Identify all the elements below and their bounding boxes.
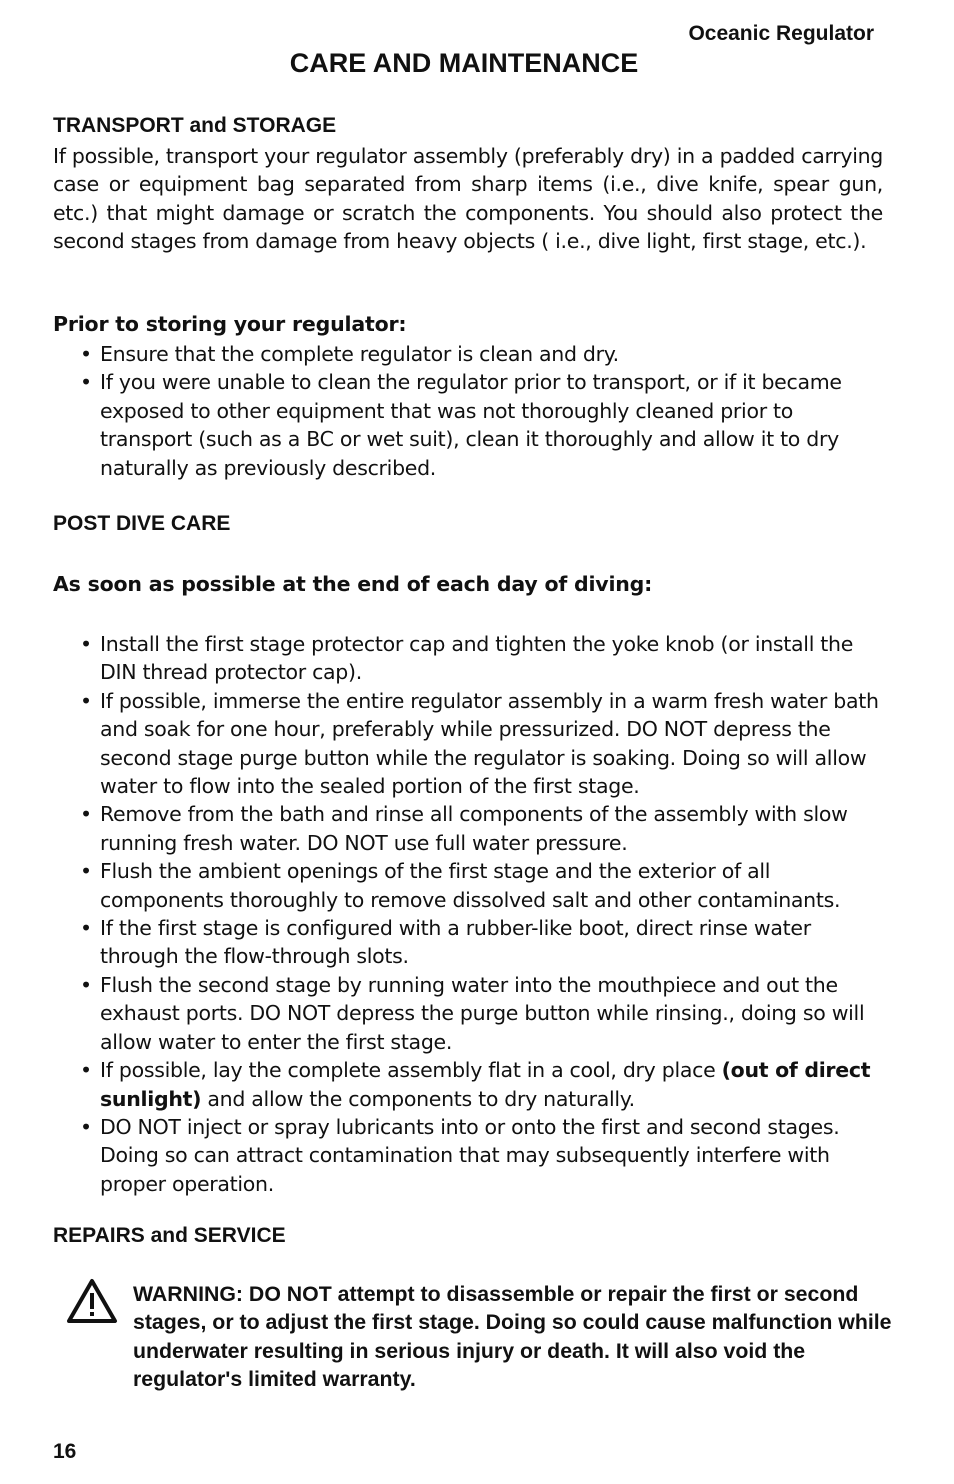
section-heading-post-dive: POST DIVE CARE [53, 512, 231, 535]
list-item: • Flush the second stage by running water into the mouthpiece and out the exhaust ports. DO NOT depress the purge button while rinsing., doing so will allow water to enter the first stage. [80, 972, 865, 1054]
subheading-storing: Prior to storing your regulator: [53, 312, 407, 336]
section-heading-transport: TRANSPORT and STORAGE [53, 114, 337, 137]
emphasis-text: (out of direct sunlight) [100, 1058, 871, 1111]
page-number: 16 [53, 1440, 77, 1463]
section-heading-repairs: REPAIRS and SERVICE [53, 1224, 286, 1247]
transport-paragraph: If possible, transport your regulator assembly (preferably dry) in a padded carrying case or equipment bag separated from sharp items (i.e., dive knife, spear gun, etc.) that might damage or scratch the components. You should also protect the second stages from damage from heavy objects ( i.e., dive light, first stage, etc.). [53, 144, 883, 254]
list-item: • If possible, immerse the entire regulator assembly in a warm fresh water bath and soak for one hour, preferably while pressurized. DO NOT depress the second stage purge button while the regulator is soaking. Doing so will allow water to flow into the sealed portion of the first stage. [80, 688, 879, 799]
list-item: • If possible, lay the complete assembly flat in a cool, dry place (out of direct sunlight) and allow the components to dry naturally. [80, 1058, 871, 1111]
list-item: • Remove from the bath and rinse all components of the assembly with slow running fresh water. DO NOT use full water pressure. [80, 802, 848, 855]
list-item: • Ensure that the complete regulator is clean and dry. [80, 342, 619, 366]
warning-text: WARNING: DO NOT attempt to disassemble or repair the first or second stages, or to adjust the first stage. Doing so could cause malfunction while underwater resulting in serious injury or death. It will also void the regulator's limited warranty. [133, 1282, 892, 1392]
running-head: Oceanic Regulator [688, 22, 874, 45]
post-dive-list [80, 630, 880, 1198]
warning-triangle-icon [66, 1278, 118, 1324]
list-item: • DO NOT inject or spray lubricants into or onto the first and second stages. Doing so can attract contamination that may subsequently interfere with proper operation. [80, 1114, 840, 1196]
storing-list [80, 340, 880, 482]
page-title: CARE AND MAINTENANCE [289, 48, 639, 78]
list-item: • Install the first stage protector cap and tighten the yoke knob (or install the DIN thread protector cap). [80, 632, 854, 685]
list-item: • If the first stage is configured with a rubber-like boot, direct rinse water through the flow-through slots. [80, 916, 811, 969]
list-item: • If you were unable to clean the regulator prior to transport, or if it became exposed to other equipment that was not thoroughly cleaned prior to transport (such as a BC or wet suit), clean it thoroughly and allow it to dry naturally as previously described. [80, 370, 842, 480]
subheading-post-dive: As soon as possible at the end of each day of diving: [53, 572, 653, 596]
list-item: • Flush the ambient openings of the first stage and the exterior of all components thoroughly to remove dissolved salt and other contaminants. [80, 859, 841, 912]
